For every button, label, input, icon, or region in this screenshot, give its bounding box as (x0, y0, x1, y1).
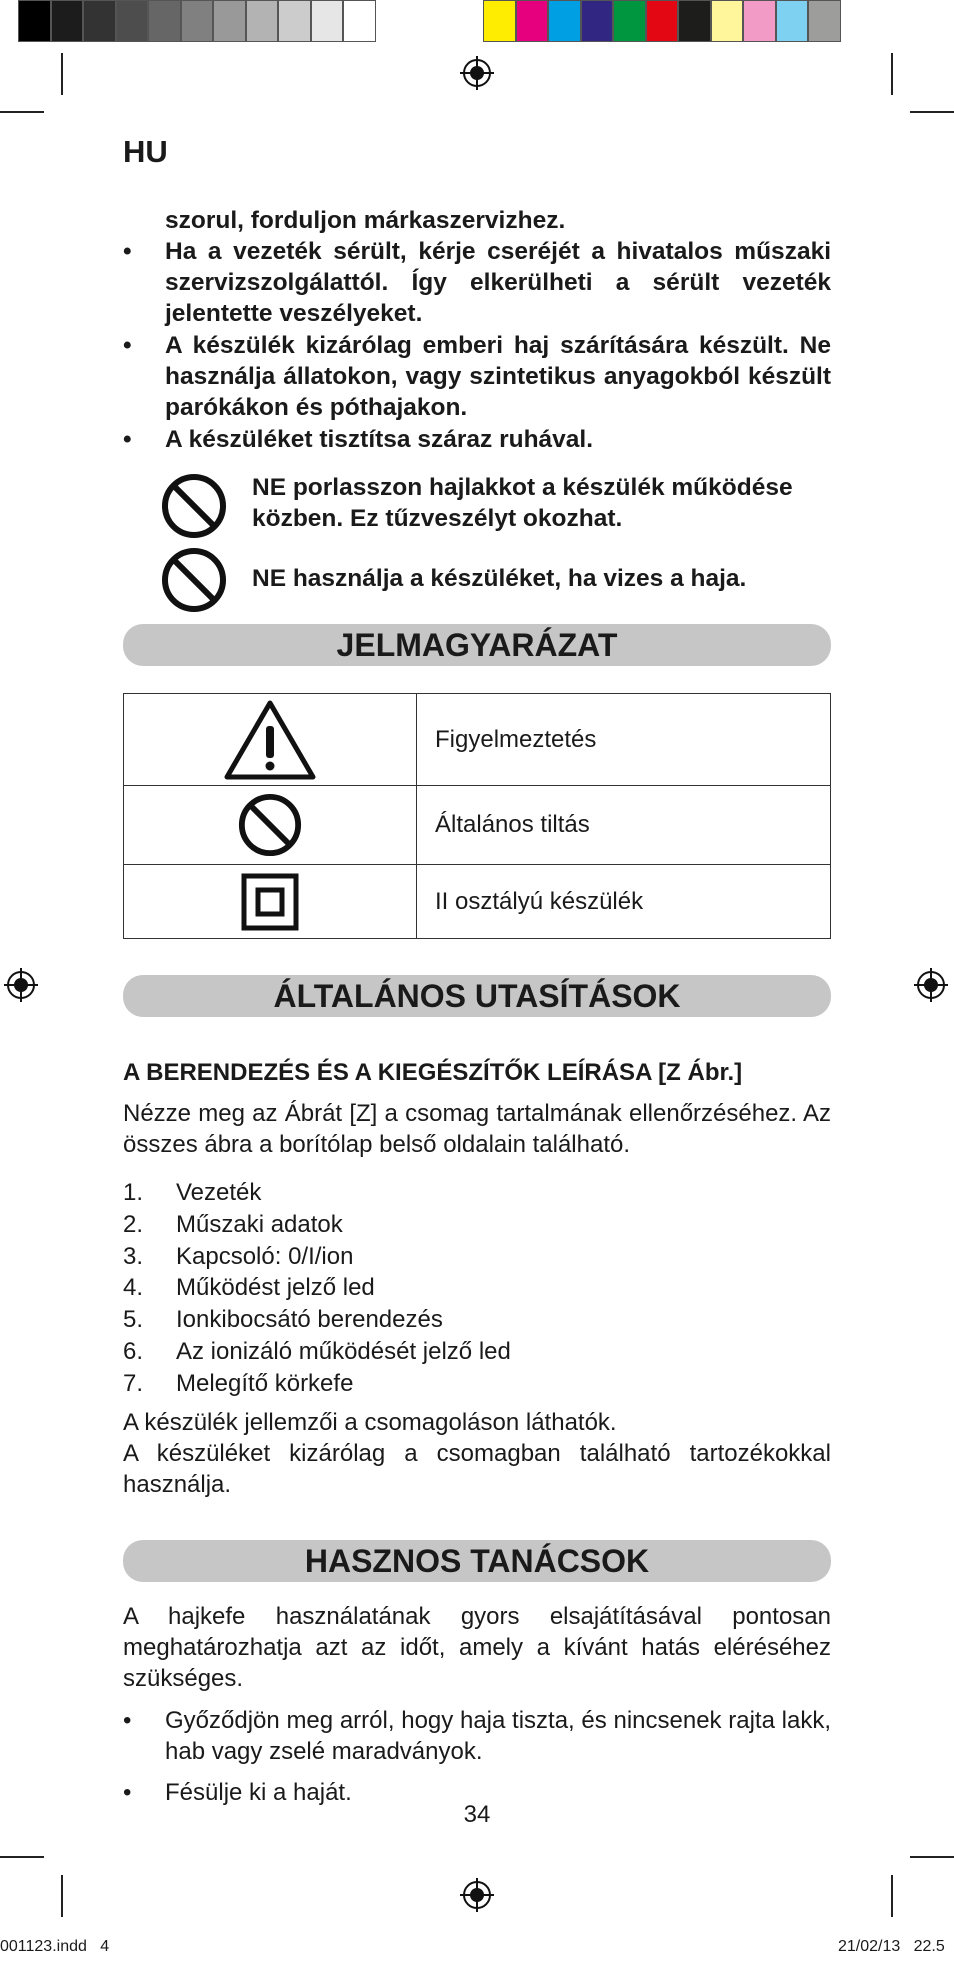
legend-table (123, 693, 831, 939)
registration-mark-icon (460, 56, 494, 90)
list-item (123, 330, 831, 423)
list-item: 1. Vezeték (123, 1179, 262, 1206)
bullet-text: Győződjön meg arról, hogy haja tiszta, és nincsenek rajta lakk, hab vagy zselé maradványok. (165, 1707, 831, 1765)
table-cell-icon (124, 786, 417, 865)
section-heading-legend: JELMAGYARÁZAT (123, 624, 831, 666)
table-row (124, 694, 831, 786)
bullet-marker: • (123, 238, 132, 265)
warning-text: NE használja a készüléket, ha vizes a haja. (252, 565, 747, 592)
footer-filename: 001123.indd 4 (0, 1938, 110, 1955)
section-heading-general: ÁLTALÁNOS UTASÍTÁSOK (123, 975, 831, 1017)
component-list (123, 1177, 723, 1400)
prohibition-icon (160, 472, 228, 540)
list-item: 7. Melegítő körkefe (123, 1369, 354, 1397)
registration-mark-icon (4, 968, 38, 1002)
bullet-text: A készülék kizárólag emberi haj szárítására készült. Ne használja állatokon, vagy szintetikus anyagokból készült parókákon és póthajakon. (165, 332, 831, 421)
color-swatch (613, 0, 646, 42)
registration-mark-icon (460, 1878, 494, 1912)
bullet-marker: • (123, 1779, 132, 1806)
bullet-text: A készüléket tisztítsa száraz ruhával. (165, 426, 594, 453)
tips-intro-paragraph: A hajkefe használatának gyors elsajátításával pontosan meghatározhatja azt az időt, amely a kívánt hatás eléréséhez szükséges. (123, 1603, 831, 1692)
registration-mark-icon (914, 968, 948, 1002)
list-item: 2. Műszaki adatok (123, 1210, 343, 1238)
crop-mark (910, 1856, 954, 1858)
color-swatch (343, 0, 376, 42)
color-swatch (51, 0, 84, 42)
footer-date: 21/02/13 22.5 (838, 1938, 945, 1955)
list-item (123, 424, 831, 455)
bullet-marker: • (123, 426, 132, 453)
color-swatch (18, 0, 51, 42)
color-swatch (743, 0, 776, 42)
table-cell-icon (124, 865, 417, 939)
color-swatch (148, 0, 181, 42)
warning-text: NE porlasszon hajlakkot a készülék működése közben. Ez tűzveszélyt okozhat. (252, 474, 793, 532)
list-item: 3. Kapcsoló: 0/I/ion (123, 1242, 354, 1270)
color-swatch (711, 0, 744, 42)
note-paragraph: A készülék jellemzői a csomagoláson láthatók. (123, 1409, 617, 1436)
list-item: 6. Az ionizáló működését jelző led (123, 1337, 511, 1365)
list-item: 4. Működést jelző led (123, 1274, 375, 1302)
crop-mark (0, 111, 44, 113)
bullet-text: Fésülje ki a haját. (165, 1779, 352, 1806)
section-heading-tips: HASZNOS TANÁCSOK (123, 1540, 831, 1582)
table-cell-icon (124, 694, 417, 786)
crop-mark (0, 1856, 44, 1858)
warning-triangle-icon (222, 698, 318, 782)
page-number: 34 (463, 1801, 491, 1828)
class-ii-double-square-icon (241, 873, 299, 931)
color-swatch (808, 0, 841, 42)
prohibition-icon (237, 792, 303, 858)
color-swatch (213, 0, 246, 42)
color-swatch (116, 0, 149, 42)
color-swatch (678, 0, 711, 42)
color-swatch (548, 0, 581, 42)
legend-label: Általános tiltás (417, 786, 831, 865)
subsection-heading: A BERENDEZÉS ÉS A KIEGÉSZÍTŐK LEÍRÁSA [Z Ábr.] (123, 1059, 743, 1086)
list-item (123, 1705, 831, 1767)
color-swatch (776, 0, 809, 42)
list-item (123, 205, 831, 236)
crop-mark (61, 53, 63, 95)
bullet-text: Ha a vezeték sérült, kérje cseréjét a hivatalos műszaki szervizszolgálattól. Így elkerülheti a sérült vezeték jelentette veszélyeket. (165, 238, 831, 327)
crop-mark (891, 1875, 893, 1917)
list-item: 5. Ionkibocsátó berendezés (123, 1306, 443, 1334)
legend-label: II osztályú készülék (417, 865, 831, 939)
color-swatch (311, 0, 344, 42)
table-row (124, 865, 831, 939)
color-swatch (278, 0, 311, 42)
color-swatch (516, 0, 549, 42)
color-swatch (246, 0, 279, 42)
color-swatch (83, 0, 116, 42)
prohibition-icon (160, 546, 228, 614)
note-paragraph: A készüléket kizárólag a csomagban található tartozékokkal használja. (123, 1440, 831, 1498)
bullet-text: szorul, forduljon márkaszervizhez. (165, 207, 566, 234)
color-swatch (483, 0, 516, 42)
crop-mark (910, 111, 954, 113)
language-code: HU (123, 134, 168, 169)
legend-label: Figyelmeztetés (417, 694, 831, 786)
table-row (124, 786, 831, 865)
bullet-marker: • (123, 1707, 132, 1734)
list-item (123, 236, 831, 329)
color-swatch (581, 0, 614, 42)
color-swatch (181, 0, 214, 42)
color-swatch (646, 0, 679, 42)
crop-mark (61, 1875, 63, 1917)
bullet-marker: • (123, 332, 132, 359)
crop-mark (891, 53, 893, 95)
intro-paragraph: Nézze meg az Ábrát [Z] a csomag tartalmának ellenőrzéséhez. Az összes ábra a borítólap belső oldalain található. (123, 1100, 831, 1158)
